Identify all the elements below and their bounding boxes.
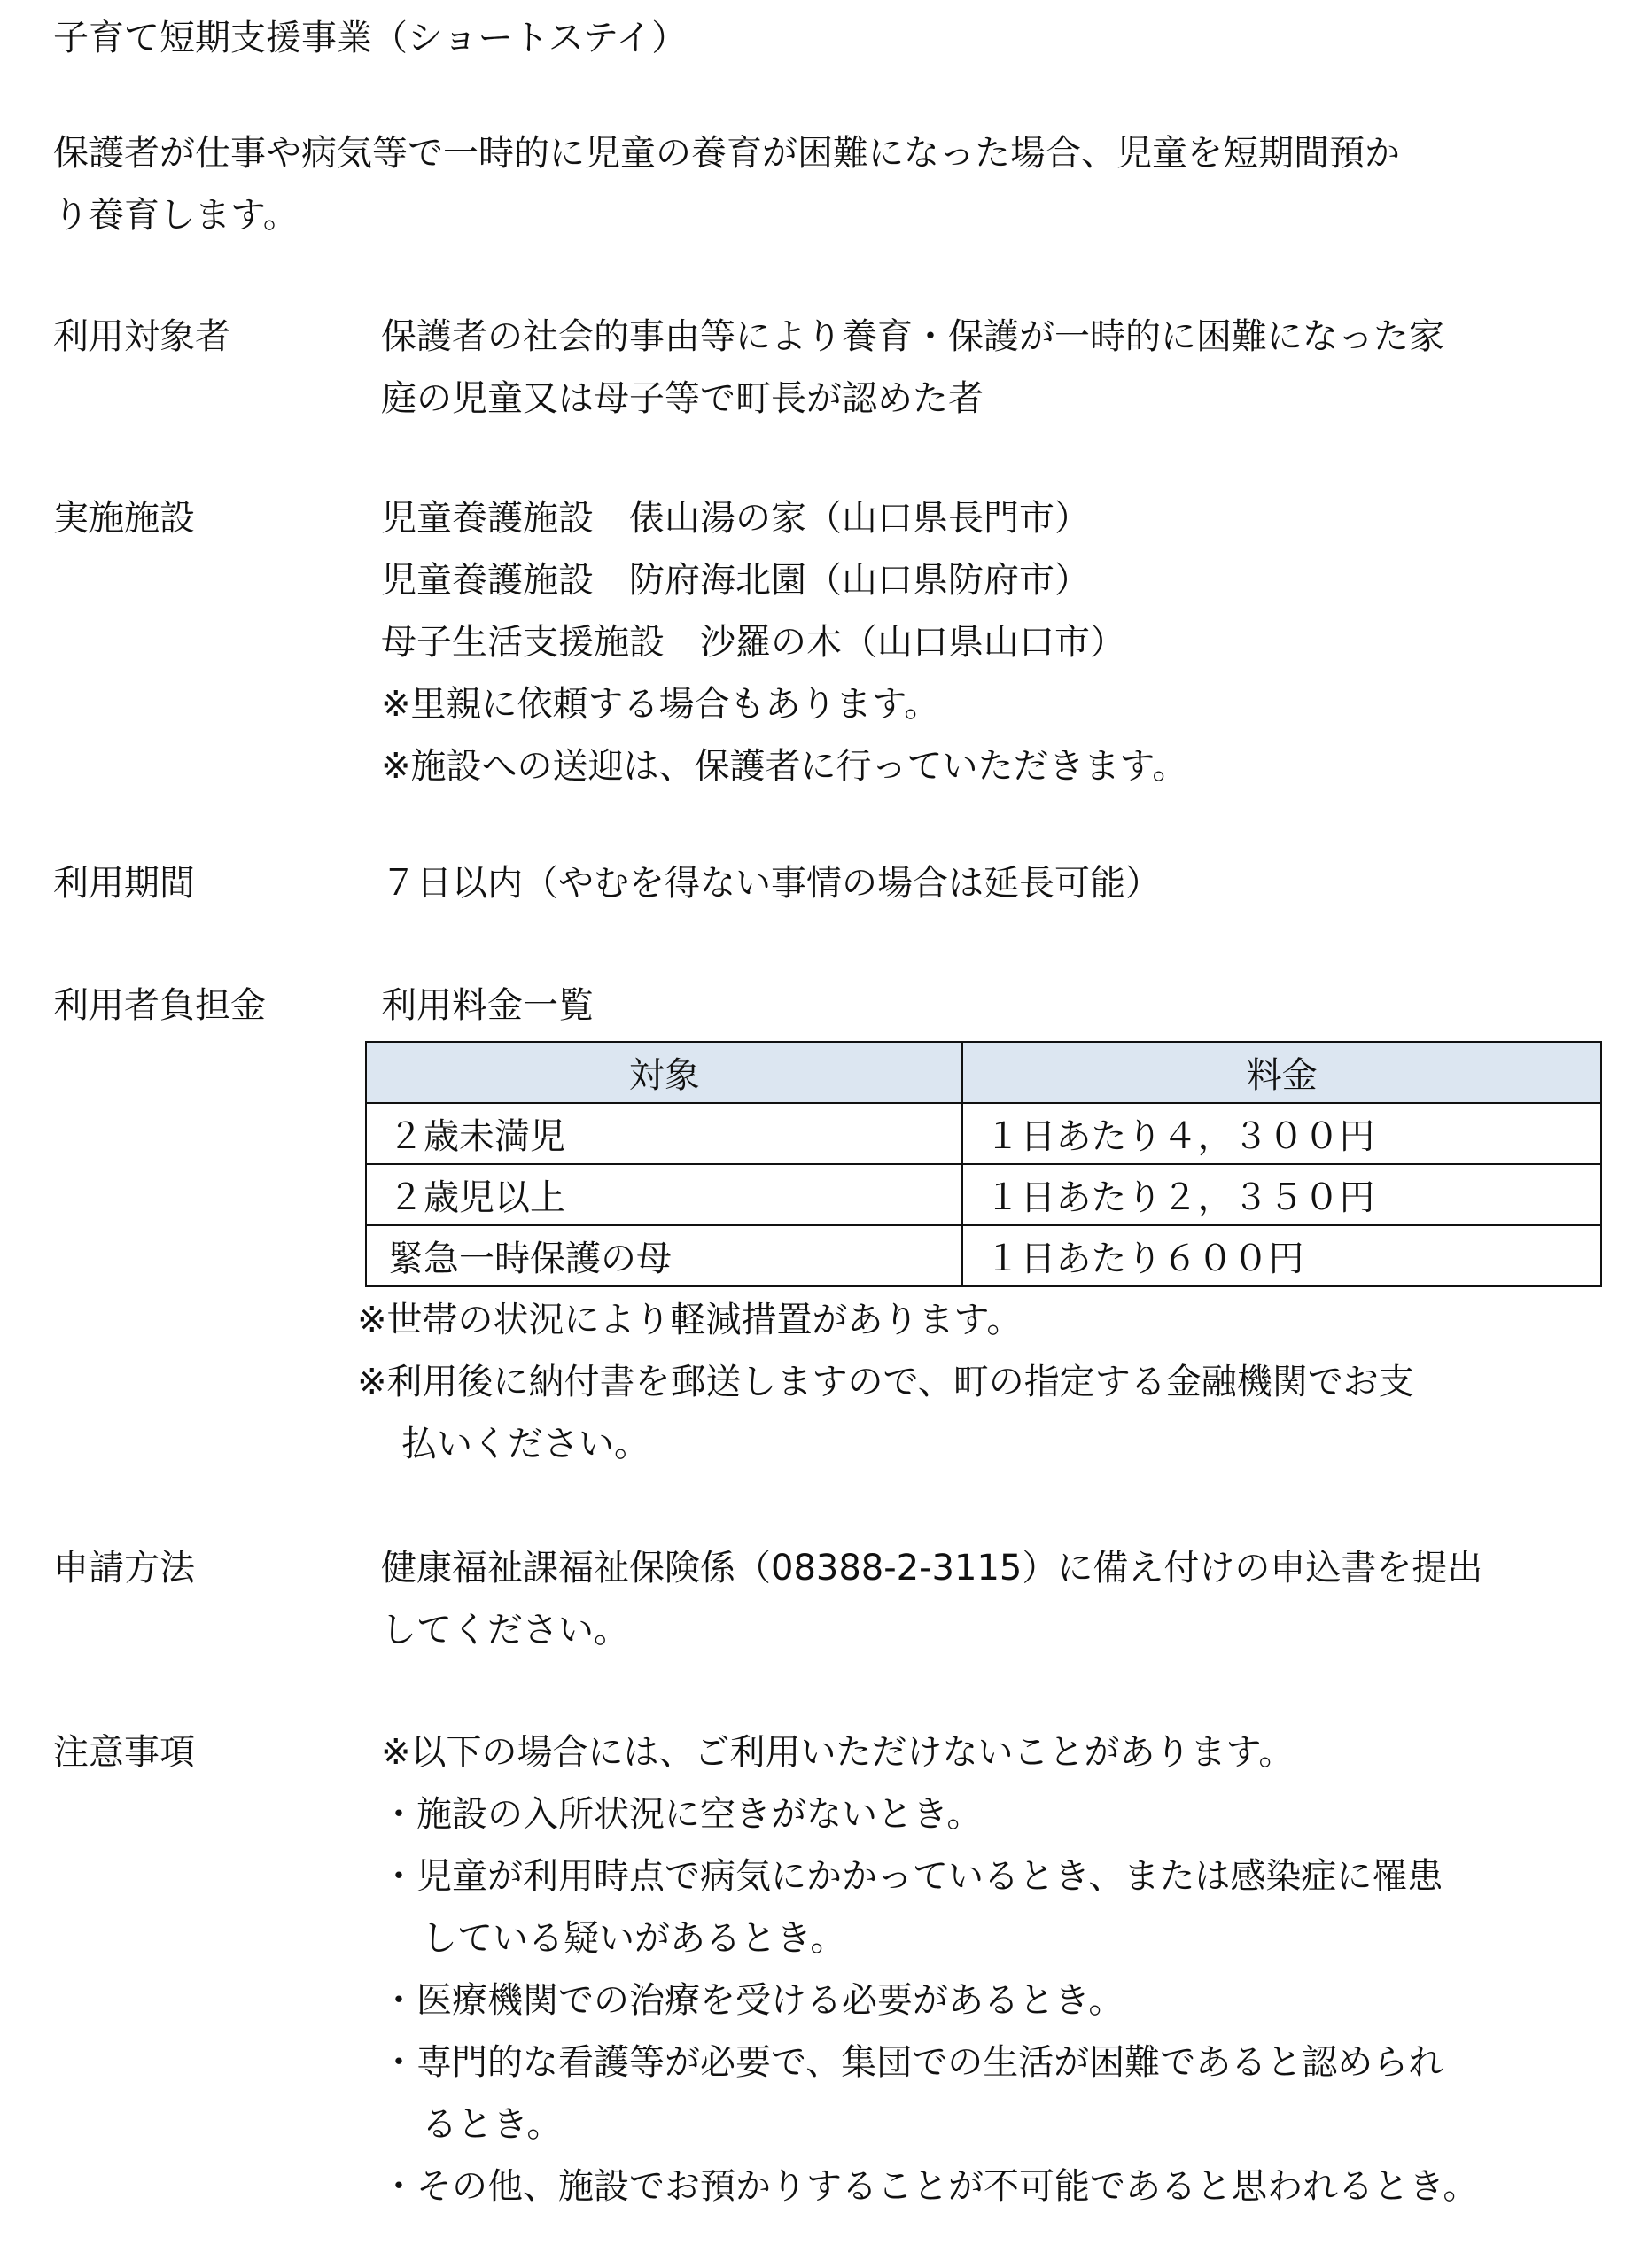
section-label-fees: 利用者負担金 — [53, 985, 266, 1026]
table-caption: 利用料金一覧 — [381, 985, 594, 1026]
section-body-period — [381, 852, 1622, 914]
caution-item: ・その他、施設でお預かりすることが不可能であると思われるとき。 — [381, 2166, 1479, 2207]
caution-item-continued: るとき。 — [422, 2104, 563, 2145]
section-line: 保護者の社会的事由等により養育・保護が一時的に困難になった家 — [381, 316, 1444, 357]
fee-table-caption — [381, 975, 1622, 1037]
caution-item: ・施設の入所状況に空きがないとき。 — [381, 1794, 983, 1835]
facility-line: 児童養護施設 俵山湯の家（山口県長門市） — [381, 498, 1090, 539]
table-header-fee: 料金 — [962, 1042, 1601, 1103]
section-body-target — [381, 306, 1622, 430]
section-label-facilities: 実施施設 — [53, 498, 195, 539]
page-title: 子育て短期支援事業（ショートステイ） — [53, 18, 688, 58]
table-cell-target: 緊急一時保護の母 — [366, 1225, 962, 1286]
table-row — [366, 1164, 1601, 1225]
caution-item-continued: している疑いがあるとき。 — [422, 1918, 846, 1959]
table-cell-fee: １日あたり２，３５０円 — [962, 1164, 1601, 1225]
intro-paragraph — [53, 122, 1613, 246]
section-body-facilities — [381, 487, 1622, 797]
intro-line: り養育します。 — [53, 195, 299, 236]
facility-note: ※里親に依頼する場合もあります。 — [381, 684, 940, 725]
section-line: 庭の児童又は母子等で町長が認めた者 — [381, 378, 984, 419]
section-label-target: 利用対象者 — [53, 316, 230, 357]
fee-note-continued: 払いください。 — [401, 1424, 649, 1464]
section-label-cautions: 注意事項 — [53, 1732, 195, 1773]
table-cell-fee: １日あたり４，３００円 — [962, 1103, 1601, 1164]
caution-item: ・専門的な看護等が必要で、集団での生活が困難であると認められ — [381, 2042, 1444, 2083]
table-cell-target: ２歳児以上 — [366, 1164, 962, 1225]
caution-line: ※以下の場合には、ご利用いただけないことがあります。 — [381, 1732, 1295, 1773]
caution-item: ・児童が利用時点で病気にかかっているとき、または感染症に罹患 — [381, 1856, 1443, 1897]
intro-line: 保護者が仕事や病気等で一時的に児童の養育が困難になった場合、児童を短期間預か — [53, 133, 1400, 174]
section-line: してください。 — [381, 1610, 629, 1651]
table-row — [366, 1103, 1601, 1164]
facility-line: 母子生活支援施設 沙羅の木（山口県山口市） — [381, 622, 1125, 663]
section-line: ７日以内（やむを得ない事情の場合は延長可能） — [381, 863, 1161, 904]
fee-table — [365, 1041, 1602, 1287]
caution-item: ・医療機関での治療を受ける必要があるとき。 — [381, 1980, 1124, 2021]
facility-line: 児童養護施設 防府海北園（山口県防府市） — [381, 560, 1090, 601]
table-header-row — [366, 1042, 1601, 1103]
table-cell-fee: １日あたり６００円 — [962, 1225, 1601, 1286]
fee-note: ※世帯の状況により軽減措置があります。 — [357, 1300, 1023, 1340]
table-row — [366, 1225, 1601, 1286]
fee-note: ※利用後に納付書を郵送しますので、町の指定する金融機関でお支 — [357, 1362, 1414, 1402]
table-cell-target: ２歳未満児 — [366, 1103, 962, 1164]
section-body-apply — [381, 1537, 1622, 1661]
section-label-period: 利用期間 — [53, 863, 195, 904]
section-label-apply: 申請方法 — [53, 1548, 195, 1588]
facility-note: ※施設への送迎は、保護者に行っていただきます。 — [381, 746, 1188, 787]
section-body-cautions — [381, 1721, 1622, 2218]
table-header-target: 対象 — [366, 1042, 962, 1103]
section-line: 健康福祉課福祉保険係（08388-2-3115）に備え付けの申込書を提出 — [381, 1548, 1483, 1588]
